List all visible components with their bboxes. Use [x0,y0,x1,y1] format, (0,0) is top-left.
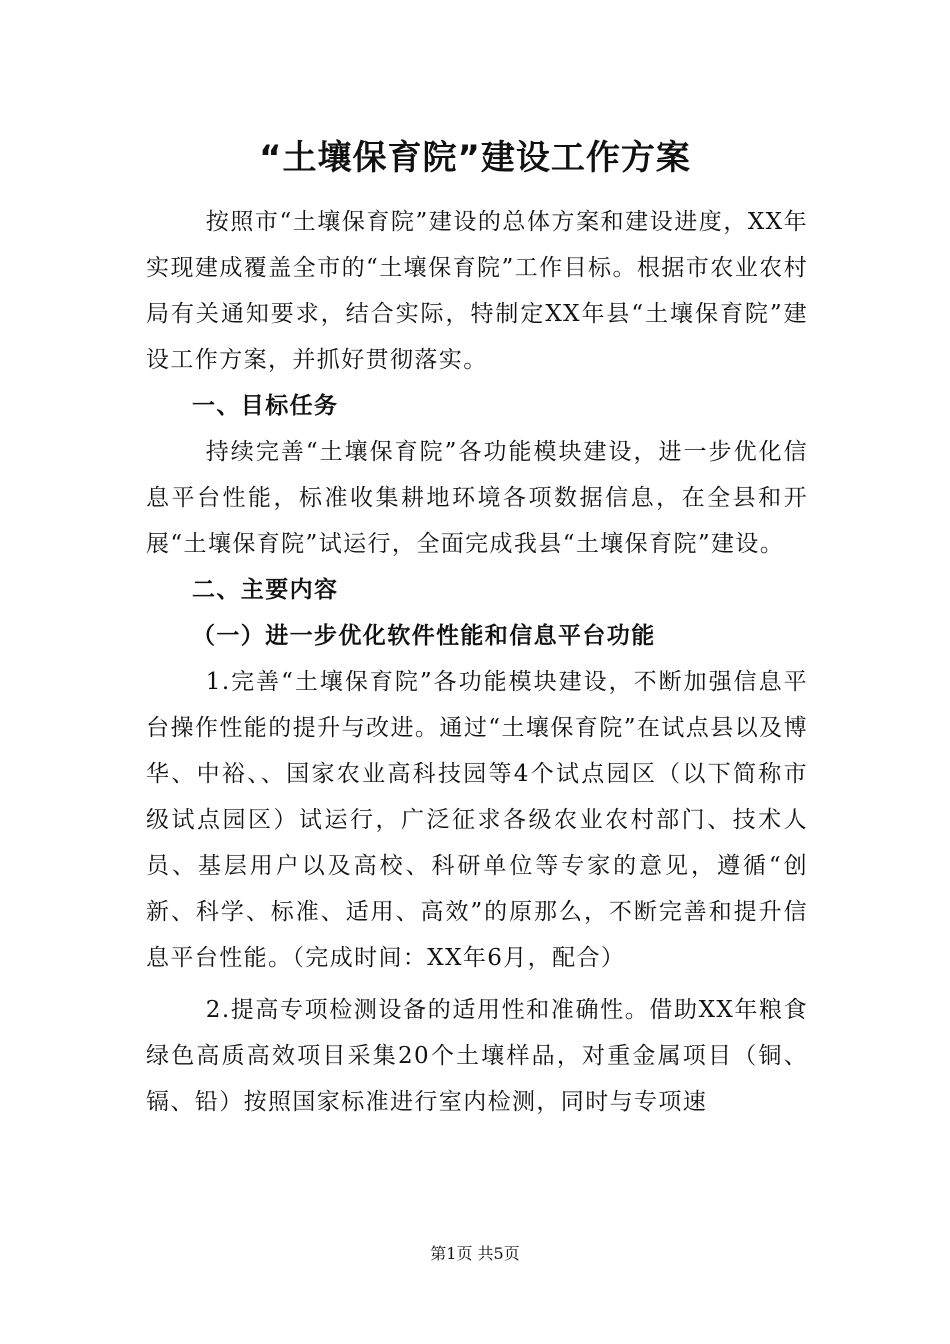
document-body [146,199,808,1125]
section-heading-goals: 一、目标任务 [192,393,339,419]
document-title: “土壤保育院”建设工作方案 [259,138,691,178]
page-footer: 第1页 共5页 [430,1244,520,1263]
item-2-paragraph: 2.提高专项检测设备的适用性和准确性。借助XX年粮食绿色高质高效项目采集20个土壤样品，对重金属项目（铜、镉、铅）按照国家标准进行室内检测，同时与专项速 [146,997,808,1115]
goals-paragraph: 持续完善“土壤保育院”各功能模块建设，进一步优化信息平台性能，标准收集耕地环境各项数据信息，在全县和开展“土壤保育院”试运行，全面完成我县“土壤保育院”建设。 [146,439,808,557]
section-heading-contents: 二、主要内容 [192,577,339,603]
intro-paragraph: 按照市“土壤保育院”建设的总体方案和建设进度，XX年实现建成覆盖全市的“土壤保育院”工作目标。根据市农业农村局有关通知要求，结合实际，特制定XX年县“土壤保育院”建设工作方案，并抓好贯彻落实。 [146,209,808,373]
item-1-paragraph: 1.完善“土壤保育院”各功能模块建设，不断加强信息平台操作性能的提升与改进。通过“土壤保育院”在试点县以及博华、中裕、、国家农业高科技园等4个试点园区（以下简称市级试点园区）试运行，广泛征求各级农业农村部门、技术人员、基层用户以及高校、科研单位等专家的意见，遵循“创新、科学、标准、适用、高效”的原那么，不断完善和提升信息平台性能。（完成时间：XX年6月，配合） [146,669,808,971]
subsection-heading-software: （一）进一步优化软件性能和信息平台功能 [192,623,656,649]
